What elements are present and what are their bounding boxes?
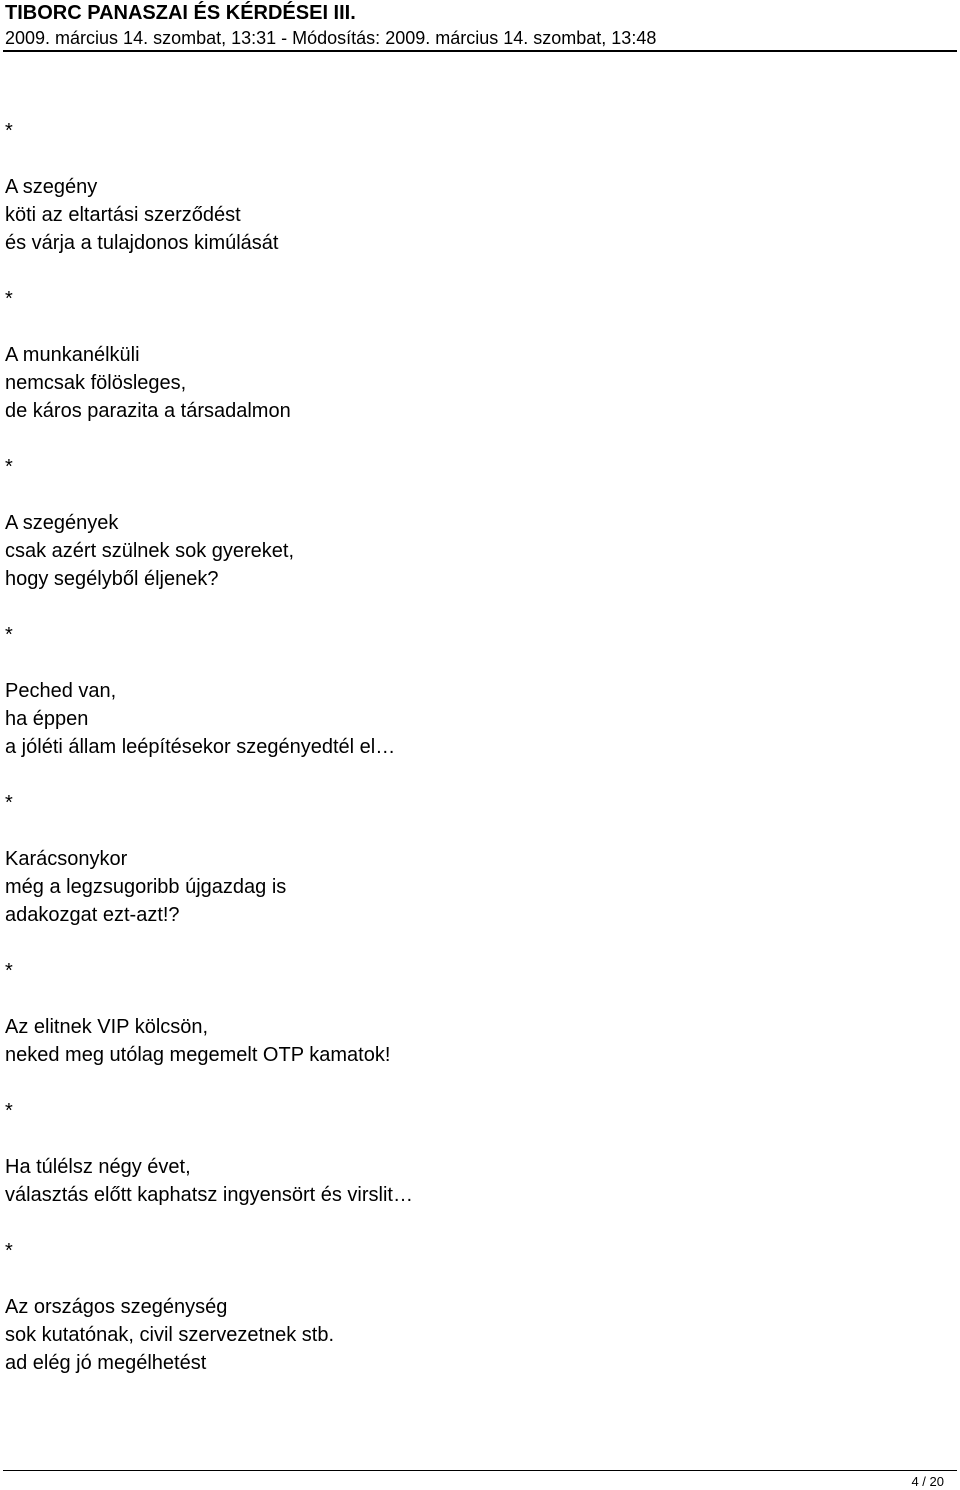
stanza-gap bbox=[5, 313, 945, 341]
stanza-gap bbox=[5, 817, 945, 845]
stanza-gap bbox=[5, 929, 945, 957]
stanza-separator: * bbox=[5, 624, 13, 646]
poem-line: választás előtt kaphatsz ingyensört és virslit… bbox=[5, 1184, 413, 1206]
stanza bbox=[5, 1097, 945, 1237]
poem-body bbox=[5, 117, 945, 1377]
page-number: 4 / 20 bbox=[911, 1474, 944, 1489]
header-divider bbox=[3, 50, 957, 52]
poem-line: neked meg utólag megemelt OTP kamatok! bbox=[5, 1044, 391, 1066]
stanza-gap bbox=[5, 761, 945, 789]
stanza-separator: * bbox=[5, 456, 13, 478]
poem-line: még a legzsugoribb újgazdag is bbox=[5, 876, 287, 898]
poem-line: Az országos szegénység bbox=[5, 1296, 228, 1318]
stanza-separator: * bbox=[5, 1100, 13, 1122]
document-date-meta: 2009. március 14. szombat, 13:31 - Módosítás: 2009. március 14. szombat, 13:48 bbox=[5, 28, 657, 48]
poem-line: A szegények bbox=[5, 512, 119, 534]
poem-line: csak azért szülnek sok gyereket, bbox=[5, 540, 295, 562]
poem-line: ad elég jó megélhetést bbox=[5, 1352, 207, 1374]
poem-line: A szegény bbox=[5, 176, 98, 198]
stanza-gap bbox=[5, 1069, 945, 1097]
poem-line: de káros parazita a társadalmon bbox=[5, 400, 291, 422]
stanza-gap bbox=[5, 649, 945, 677]
poem-line: a jóléti állam leépítésekor szegényedtél el… bbox=[5, 736, 396, 758]
poem-line: Az elitnek VIP kölcsön, bbox=[5, 1016, 209, 1038]
stanza-gap bbox=[5, 145, 945, 173]
stanza-separator: * bbox=[5, 1240, 13, 1262]
poem-line: köti az eltartási szerződést bbox=[5, 204, 241, 226]
stanza-gap bbox=[5, 481, 945, 509]
stanza-gap bbox=[5, 1209, 945, 1237]
footer-divider bbox=[3, 1470, 957, 1471]
stanza-separator: * bbox=[5, 792, 13, 814]
poem-line: A munkanélküli bbox=[5, 344, 140, 366]
stanza bbox=[5, 957, 945, 1097]
stanza-separator: * bbox=[5, 120, 13, 142]
poem-line: ha éppen bbox=[5, 708, 89, 730]
stanza-gap bbox=[5, 257, 945, 285]
poem-line: Peched van, bbox=[5, 680, 117, 702]
poem-line: adakozgat ezt-azt!? bbox=[5, 904, 180, 926]
poem-line: hogy segélyből éljenek? bbox=[5, 568, 219, 590]
stanza bbox=[5, 1237, 945, 1377]
poem-line: sok kutatónak, civil szervezetnek stb. bbox=[5, 1324, 335, 1346]
poem-line: Ha túlélsz négy évet, bbox=[5, 1156, 191, 1178]
stanza-gap bbox=[5, 985, 945, 1013]
stanza bbox=[5, 453, 945, 621]
stanza-gap bbox=[5, 425, 945, 453]
stanza bbox=[5, 789, 945, 957]
poem-line: nemcsak fölösleges, bbox=[5, 372, 187, 394]
stanza-gap bbox=[5, 1125, 945, 1153]
stanza bbox=[5, 621, 945, 789]
stanza-gap bbox=[5, 593, 945, 621]
stanza bbox=[5, 285, 945, 453]
document-header bbox=[5, 0, 956, 49]
stanza-separator: * bbox=[5, 960, 13, 982]
stanza-gap bbox=[5, 1265, 945, 1293]
document-title: TIBORC PANASZAI ÉS KÉRDÉSEI III. bbox=[5, 2, 356, 24]
stanza bbox=[5, 117, 945, 285]
poem-line: Karácsonykor bbox=[5, 848, 128, 870]
stanza-separator: * bbox=[5, 288, 13, 310]
poem-line: és várja a tulajdonos kimúlását bbox=[5, 232, 279, 254]
